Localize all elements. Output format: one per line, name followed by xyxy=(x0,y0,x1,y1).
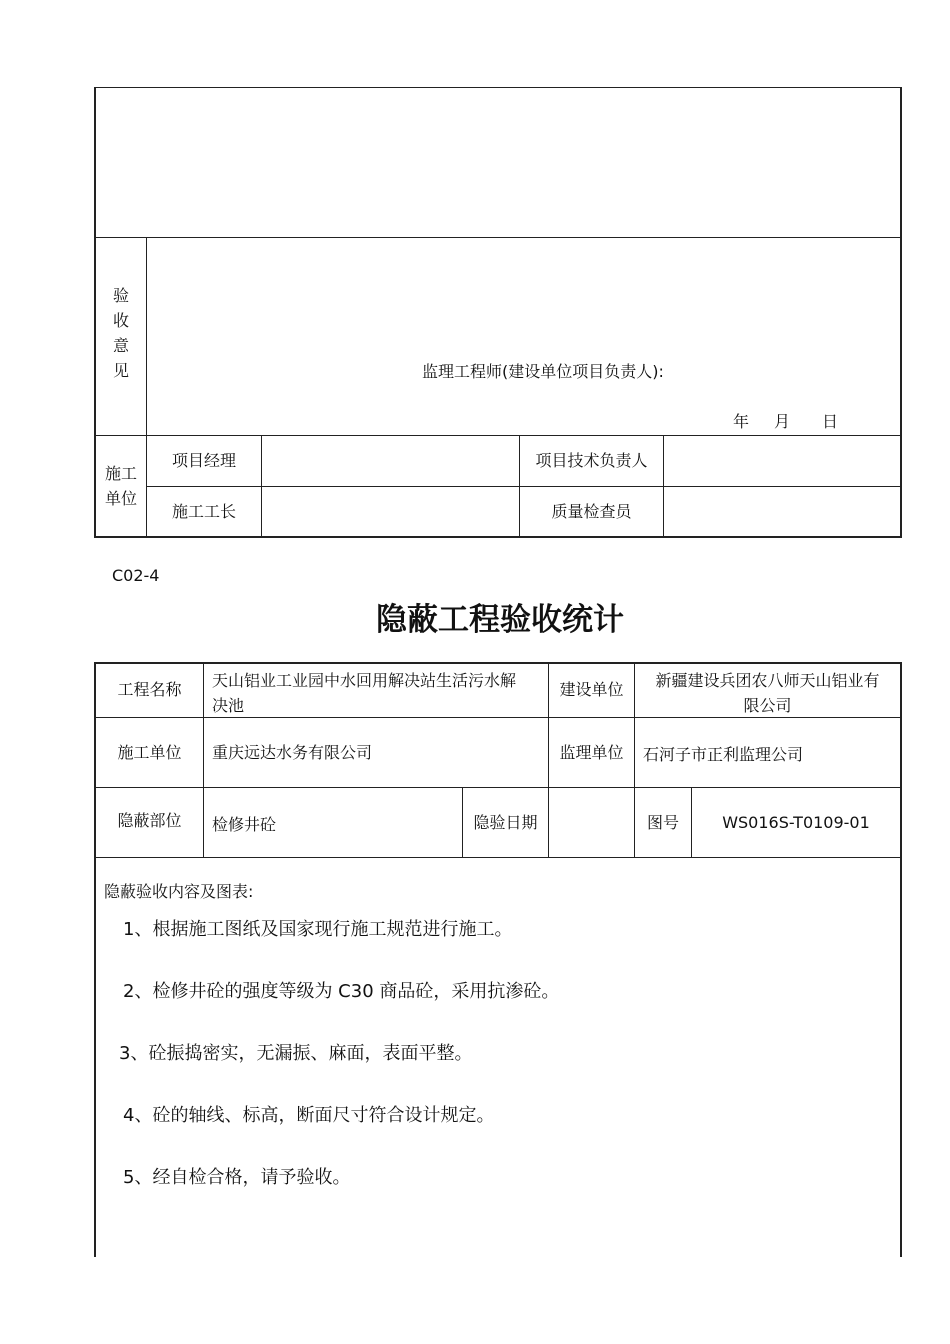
contractor-label: 施工单位 xyxy=(117,742,182,762)
project-manager-signature[interactable] xyxy=(262,436,519,486)
label-char: 验 xyxy=(112,286,129,305)
content-item: 2、检修井砼的强度等级为 C30 商品砼，采用抗渗砼。 xyxy=(123,981,560,1002)
info-col-line xyxy=(203,662,204,857)
project-name-line: 天山铝业工业园中水回用解决站生活污水解 xyxy=(212,671,517,690)
quality-inspector-signature[interactable] xyxy=(664,487,900,536)
contractor-value: 重庆远达水务有限公司 xyxy=(212,743,373,762)
content-item: 1、根据施工图纸及国家现行施工规范进行施工。 xyxy=(123,919,513,940)
supervisor-signature-line: 监理工程师(建设单位项目负责人): xyxy=(422,362,664,381)
info-right-border xyxy=(900,662,902,1257)
concealed-part-label: 隐蔽部位 xyxy=(117,810,182,830)
date-year: 年 xyxy=(733,412,750,431)
project-manager-label: 项目经理 xyxy=(171,451,236,470)
content-heading: 隐蔽验收内容及图表: xyxy=(104,882,254,901)
label-char: 收 xyxy=(112,311,129,330)
quality-inspector-label: 质量检查员 xyxy=(551,501,632,521)
page-title: 隐蔽工程验收统计 xyxy=(376,602,624,638)
info-top-border xyxy=(94,662,902,664)
drawing-no-label: 图号 xyxy=(646,812,679,832)
label-char: 见 xyxy=(112,361,129,380)
content-item: 5、经自检合格，请予验收。 xyxy=(123,1167,351,1188)
owner-line: 新疆建设兵团农八师天山铝业有 xyxy=(655,671,880,690)
tech-lead-label: 项目技术负责人 xyxy=(535,451,648,470)
content-item: 3、砼振捣密实，无漏振、麻面，表面平整。 xyxy=(119,1043,473,1064)
project-name-line: 决池 xyxy=(212,696,245,715)
project-name-label: 工程名称 xyxy=(117,680,182,699)
inspection-date-value[interactable] xyxy=(549,788,634,857)
date-month: 月 xyxy=(774,412,791,431)
drawing-no-value: WS016S-T0109-01 xyxy=(722,812,870,832)
info-row-line xyxy=(94,857,902,858)
foreman-label: 施工工长 xyxy=(171,501,236,521)
tech-lead-signature[interactable] xyxy=(664,436,900,486)
inspection-date-label: 隐验日期 xyxy=(473,812,538,832)
upper-top-border xyxy=(94,87,902,88)
form-code: C02-4 xyxy=(112,566,160,585)
owner-value xyxy=(635,668,900,718)
foreman-signature[interactable] xyxy=(262,487,519,536)
label-char: 意 xyxy=(112,336,129,355)
project-name-value xyxy=(212,668,516,718)
owner-label: 建设单位 xyxy=(559,680,624,699)
contractor-unit-label xyxy=(96,461,146,511)
supervisor-unit-label: 监理单位 xyxy=(559,742,624,762)
content-item: 4、砼的轴线、标高，断面尺寸符合设计规定。 xyxy=(123,1105,495,1126)
upper-right-border xyxy=(900,87,902,537)
concealed-part-value: 检修井砼 xyxy=(212,815,277,834)
upper-row-line xyxy=(94,237,902,238)
acceptance-opinion-label xyxy=(96,283,146,383)
supervisor-unit-value: 石河子市正利监理公司 xyxy=(643,745,804,764)
owner-line: 限公司 xyxy=(743,696,792,715)
label-line: 单位 xyxy=(104,489,137,508)
upper-bottom-border xyxy=(94,536,902,538)
label-line: 施工 xyxy=(104,464,137,483)
date-day: 日 xyxy=(822,412,839,431)
